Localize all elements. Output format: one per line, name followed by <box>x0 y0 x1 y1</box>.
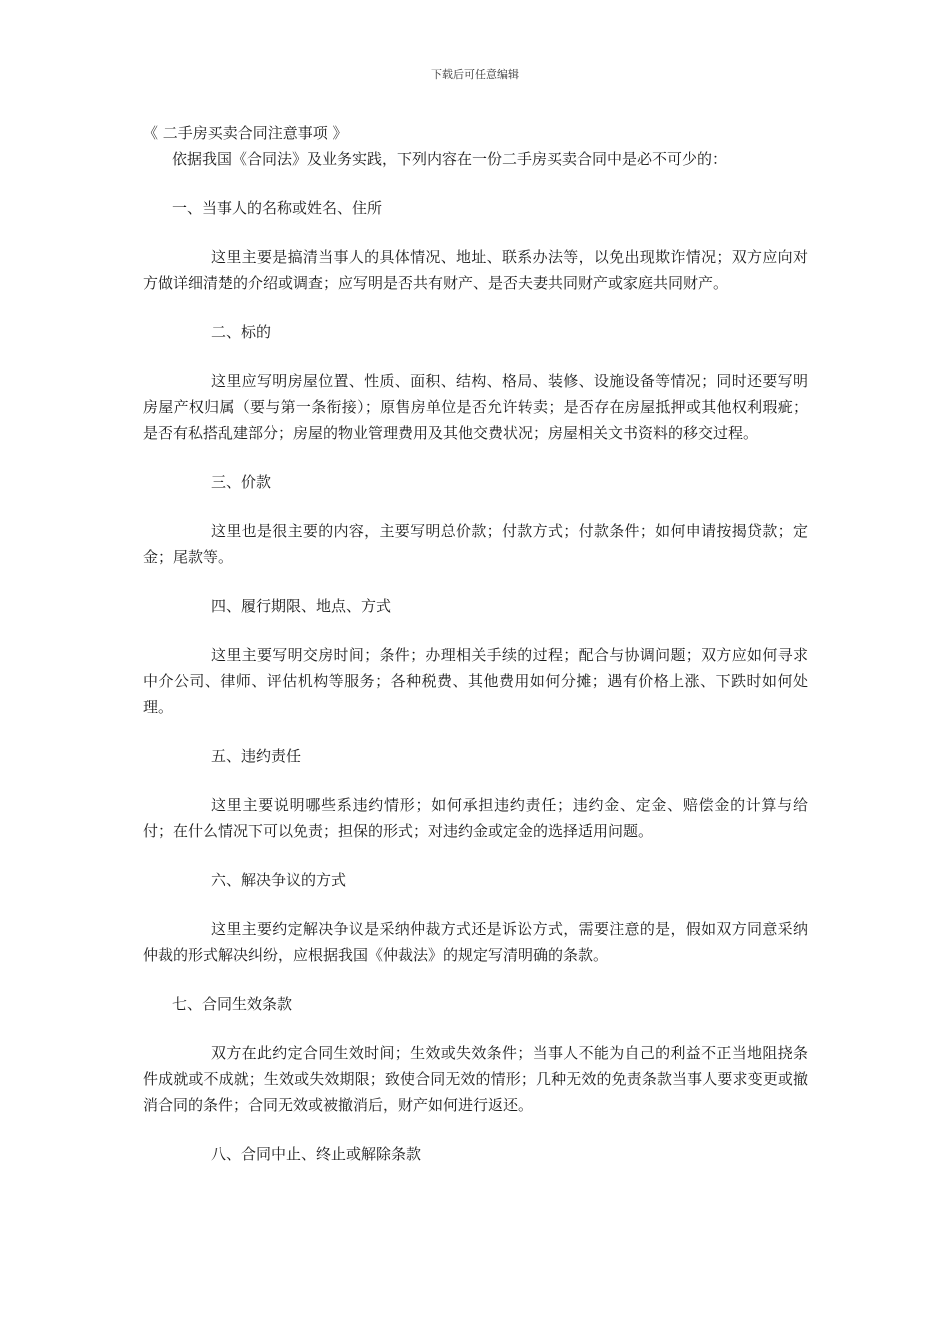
section-heading-7: 七、合同生效条款 <box>172 995 293 1013</box>
section-heading-8: 八、合同中止、终止或解除条款 <box>211 1145 422 1163</box>
page-header: 下载后可任意编辑 <box>431 68 519 81</box>
document-intro: 依据我国《合同法》及业务实践，下列内容在一份二手房买卖合同中是必不可少的： <box>172 150 728 168</box>
section-heading-5: 五、违约责任 <box>211 747 302 765</box>
section-heading-6: 六、解决争议的方式 <box>211 871 347 889</box>
section-heading-1: 一、当事人的名称或姓名、住所 <box>172 199 383 217</box>
section-heading-2: 二、标的 <box>211 323 272 341</box>
section-heading-4: 四、履行期限、地点、方式 <box>211 597 392 615</box>
section-body-7: 双方在此约定合同生效时间；生效或失效条件；当事人不能为自己的利益不正当地阻挠条件成就或不成就；生效或失效期限；致使合同无效的情形；几种无效的免责条款当事人要求变更或撤消合同的条件；合同无效或被撤消后，财产如何进行返还。 <box>143 1044 808 1114</box>
section-body-6: 这里主要约定解决争议是采纳仲裁方式还是诉讼方式，需要注意的是，假如双方同意采纳仲裁的形式解决纠纷，应根据我国《仲裁法》的规定写清明确的条款。 <box>143 920 808 964</box>
section-body-3: 这里也是很主要的内容，主要写明总价款；付款方式；付款条件；如何申请按揭贷款；定金；尾款等。 <box>143 522 808 566</box>
section-body-1: 这里主要是搞清当事人的具体情况、地址、联系办法等，以免出现欺诈情况；双方应向对方做详细清楚的介绍或调查；应写明是否共有财产、是否夫妻共同财产或家庭共同财产。 <box>143 248 808 292</box>
section-body-2: 这里应写明房屋位置、性质、面积、结构、格局、装修、设施设备等情况；同时还要写明房屋产权归属（要与第一条衔接）；原售房单位是否允许转卖；是否存在房屋抵押或其他权利瑕疵；是否有私搭乱建部分；房屋的物业管理费用及其他交费状况；房屋相关文书资料的移交过程。 <box>143 372 808 442</box>
section-body-4: 这里主要写明交房时间；条件；办理相关手续的过程；配合与协调问题；双方应如何寻求中介公司、律师、评估机构等服务；各种税费、其他费用如何分摊；遇有价格上涨、下跌时如何处理。 <box>143 646 808 716</box>
document-body <box>143 120 808 1167</box>
document-title: 《 二手房买卖合同注意事项 》 <box>143 124 348 142</box>
section-heading-3: 三、价款 <box>211 473 272 491</box>
section-body-5: 这里主要说明哪些系违约情形；如何承担违约责任；违约金、定金、赔偿金的计算与给付；在什么情况下可以免责；担保的形式；对违约金或定金的选择适用问题。 <box>143 796 808 840</box>
